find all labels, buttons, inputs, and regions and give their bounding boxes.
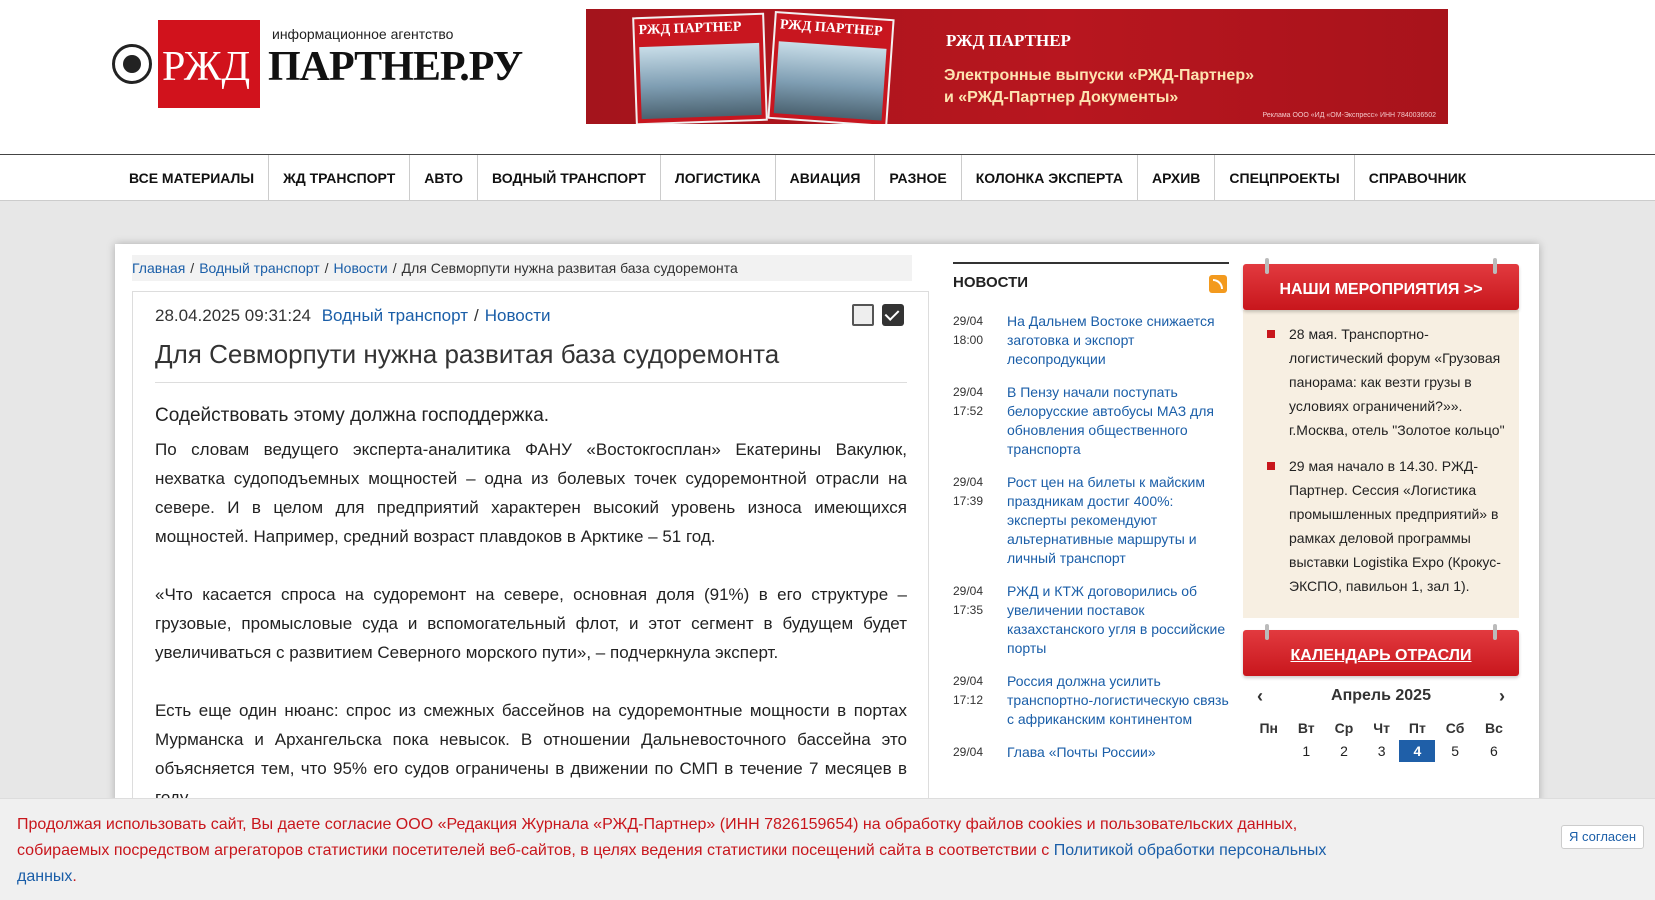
- nav-directory[interactable]: СПРАВОЧНИК: [1368, 170, 1467, 186]
- breadcrumb-current: Для Севморпути нужна развитая база судоремонта: [401, 260, 738, 276]
- weekday-label: Вт: [1297, 720, 1315, 736]
- right-sidebar: [1243, 264, 1519, 762]
- calendar-day: [1249, 740, 1288, 762]
- banner-ad-disclaimer: Реклама ООО «ИД «ОМ-Экспресс» ИНН 7840036502: [1262, 112, 1436, 119]
- rzd-emblem-icon: [112, 44, 152, 84]
- print-icon[interactable]: [852, 304, 874, 326]
- nav-water-transport[interactable]: ВОДНЫЙ ТРАНСПОРТ: [478, 155, 661, 201]
- calendar-month: Апрель 2025: [1331, 687, 1431, 704]
- breadcrumb: Главная / Водный транспорт / Новости / Для Севморпути нужна развитая база судоремонта: [132, 255, 912, 281]
- weekday-label: Сб: [1445, 720, 1465, 736]
- news-item: [953, 743, 1229, 762]
- news-item: [953, 312, 1229, 369]
- main-nav: [0, 154, 1655, 201]
- news-column: [953, 262, 1229, 762]
- calendar-day[interactable]: 5: [1451, 743, 1459, 759]
- nav-rail-transport[interactable]: ЖД ТРАНСПОРТ: [269, 155, 410, 201]
- site-logo[interactable]: [112, 18, 572, 108]
- nav-expert-column[interactable]: КОЛОНКА ЭКСПЕРТА: [962, 155, 1138, 201]
- chevron-right-icon[interactable]: ›: [1499, 686, 1505, 706]
- events-header-button[interactable]: НАШИ МЕРОПРИЯТИЯ >>: [1243, 264, 1519, 310]
- calendar-day[interactable]: 2: [1340, 743, 1348, 759]
- news-time: 17:35: [953, 603, 984, 617]
- banner-line-1: Электронные выпуски «РЖД-Партнер»: [944, 67, 1254, 84]
- news-item: [953, 582, 1229, 658]
- news-time: 17:12: [953, 693, 984, 707]
- news-item: [953, 672, 1229, 729]
- banner-brand: РЖД ПАРТНЕР: [946, 31, 1071, 50]
- news-headline[interactable]: На Дальнем Востоке снижается заготовка и экспорт лесопродукции: [1007, 313, 1215, 367]
- article-paragraph: «Что касается спроса на судоремонт на севере, основная доля (91%) в его структуре – грузовые, промысловые суда и вспомогательный флот, и этот сегмент в будущем будет увеличиваться с развитием Северного морского пути», – подчеркнула эксперт.: [155, 585, 907, 662]
- breadcrumb-home[interactable]: Главная: [132, 260, 186, 276]
- logo-partner-text: ПАРТНЕР.РУ: [268, 44, 523, 90]
- checkmark-icon[interactable]: [882, 304, 904, 326]
- news-date: 29/04: [953, 674, 984, 688]
- calendar-day[interactable]: 6: [1490, 743, 1498, 759]
- news-item: [953, 473, 1229, 568]
- weekday-label: Пн: [1259, 720, 1278, 736]
- weekday-label: Пт: [1408, 720, 1426, 736]
- news-headline[interactable]: Рост цен на билеты к майским праздникам достиг 400%: эксперты рекомендуют альтернативные маршруты и личный транспорт: [1007, 474, 1205, 566]
- event-item[interactable]: 29 мая начало в 14.30. РЖД-Партнер. Сессия «Логистика промышленных предприятий» в рамках деловой программы выставки Logistika Expo (Крокус-ЭКСПО, павильон 1, зал 1).: [1263, 454, 1505, 598]
- article-meta: 28.04.2025 09:31:24 Водный транспорт / Новости: [155, 306, 551, 325]
- news-headline[interactable]: Глава «Почты России»: [1007, 744, 1156, 760]
- chevron-left-icon[interactable]: ‹: [1257, 686, 1263, 706]
- article-datetime: 28.04.2025 09:31:24: [155, 306, 311, 325]
- calendar: [1243, 676, 1519, 762]
- weekday-label: Чт: [1373, 720, 1390, 736]
- nav-logistics[interactable]: ЛОГИСТИКА: [661, 155, 776, 201]
- cookie-text: Продолжая использовать сайт, Вы даете согласие ООО «Редакция Журнала «РЖД-Партнер» (ИНН 7826159654) на обработку файлов cookies и пользовательских данных, собираемых посредством агрегаторов статистики посетителей веб-сайтов, в целях ведения статистики посещений сайта в соответствии с Политикой обработки персональных данных.: [17, 816, 1327, 885]
- news-header: [953, 262, 1229, 298]
- logo-agency-text: информационное агентство: [272, 26, 454, 42]
- events-list: [1243, 310, 1519, 618]
- news-date: 29/04: [953, 584, 984, 598]
- calendar-month-row: [1249, 682, 1513, 710]
- ad-banner[interactable]: [586, 9, 1448, 124]
- nav-auto[interactable]: АВТО: [410, 155, 478, 201]
- article-paragraph: Есть еще один нюанс: спрос из смежных бассейнов на судоремонтные мощности в портах Мурманска и Архангельска пока невысок. В отношении Дальневосточного бассейна это объясняется тем, что 95% его судов ограничены в движении по СМП в течение 7 месяцев в: [155, 701, 907, 778]
- article-tools: [852, 304, 904, 326]
- news-headline[interactable]: В Пензу начали поступать белорусские автобусы МАЗ для обновления общественного транспорта: [1007, 384, 1214, 457]
- event-item[interactable]: 28 мая. Транспортно-логистический форум «Грузовая панорама: как везти грузы в условиях ограничений?»». г.Москва, отель "Золотое кольцо": [1263, 322, 1505, 442]
- news-date: 29/04: [953, 314, 984, 328]
- privacy-policy-link[interactable]: Политикой обработки персональных данных: [17, 842, 1327, 885]
- article-title: Для Севморпути нужна развитая база судоремонта: [155, 339, 907, 383]
- banner-line-2: и «РЖД-Партнер Документы»: [944, 89, 1179, 106]
- cookie-accept-button[interactable]: Я согласен: [1561, 825, 1644, 849]
- news-time: 17:39: [953, 494, 984, 508]
- nav-special-projects[interactable]: СПЕЦПРОЕКТЫ: [1215, 155, 1354, 201]
- breadcrumb-subsection[interactable]: Новости: [333, 260, 388, 276]
- calendar-header-button[interactable]: КАЛЕНДАРЬ ОТРАСЛИ: [1243, 630, 1519, 676]
- nav-aviation[interactable]: АВИАЦИЯ: [776, 155, 876, 201]
- magazine-cover-2: РЖД ПАРТНЕР: [767, 11, 894, 124]
- logo-rzd-text: РЖД: [162, 44, 251, 90]
- rss-icon[interactable]: [1209, 275, 1227, 293]
- nav-archive[interactable]: АРХИВ: [1138, 155, 1215, 201]
- cookie-banner: [0, 798, 1655, 900]
- news-title[interactable]: НОВОСТИ: [953, 274, 1029, 291]
- calendar-grid: [1249, 716, 1513, 762]
- weekday-label: Вс: [1484, 720, 1503, 736]
- magazine-cover-1: РЖД ПАРТНЕР: [632, 13, 768, 124]
- calendar-day[interactable]: 3: [1377, 743, 1386, 759]
- news-date: 29/04: [953, 475, 984, 489]
- weekday-label: Ср: [1334, 720, 1354, 736]
- calendar-day[interactable]: 1: [1302, 743, 1311, 759]
- breadcrumb-section[interactable]: Водный транспорт: [199, 260, 320, 276]
- page-content: [115, 244, 1539, 804]
- article-lead: Содействовать этому должна господдержка.: [155, 405, 550, 426]
- calendar-day-today[interactable]: 4: [1399, 740, 1435, 762]
- news-item: [953, 383, 1229, 459]
- news-date: 29/04: [953, 385, 984, 399]
- nav-all-materials[interactable]: ВСЕ МАТЕРИАЛЫ: [115, 155, 269, 201]
- news-date: 29/04: [953, 745, 984, 759]
- article-section-link[interactable]: Водный транспорт: [321, 306, 468, 325]
- news-headline[interactable]: Россия должна усилить транспортно-логистическую связь с африканским континентом: [1007, 673, 1229, 727]
- article: [132, 291, 929, 811]
- news-headline[interactable]: РЖД и КТЖ договорились об увеличении поставок казахстанского угля в российские порты: [1007, 583, 1226, 656]
- nav-misc[interactable]: РАЗНОЕ: [875, 155, 961, 201]
- site-header: [0, 0, 1655, 154]
- article-subsection-link[interactable]: Новости: [484, 306, 551, 325]
- article-paragraph: По словам ведущего эксперта-аналитика ФАНУ «Востокгосплан» Екатерины Вакулюк, нехватка судоподъемных мощностей – одна из болевых точек судоремонтной отрасли на севере. И в целом для предприятий характерен высокий уровень износа имеющихся мощностей. Например, средний возраст плавдоков в Арктике – 51 год.: [155, 440, 907, 546]
- news-time: 18:00: [953, 333, 984, 347]
- article-body: [155, 435, 907, 811]
- news-time: 17:52: [953, 404, 984, 418]
